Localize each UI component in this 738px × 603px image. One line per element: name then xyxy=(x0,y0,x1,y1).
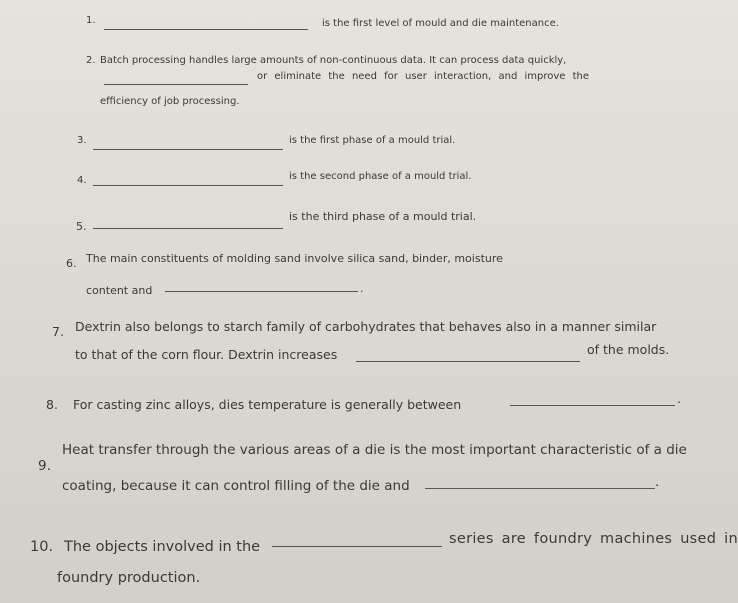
question-9-number: 9. xyxy=(38,458,51,474)
question-7-line-1: Dextrin also belongs to starch family of carbohydrates that behaves also in a manner similar xyxy=(75,319,657,334)
question-6-number: 6. xyxy=(66,257,77,270)
question-1-number: 1. xyxy=(86,15,96,26)
question-10-blank xyxy=(272,546,442,547)
question-4-blank xyxy=(93,185,283,186)
question-8-end: . xyxy=(677,391,681,406)
question-6-line-1: The main constituents of molding sand involve silica sand, binder, moisture xyxy=(86,252,503,265)
question-9-line-1: Heat transfer through the various areas of a die is the most important characteristic of a die xyxy=(62,442,687,458)
question-3-blank xyxy=(93,149,283,150)
question-7-line-2: to that of the corn flour. Dextrin increases xyxy=(75,347,338,362)
question-9-end: . xyxy=(655,474,660,490)
question-9-blank xyxy=(425,488,655,489)
question-3-number: 3. xyxy=(77,135,87,146)
question-5-text: is the third phase of a mould trial. xyxy=(289,210,477,223)
question-10-number: 10. xyxy=(30,539,54,555)
question-2-line-1: Batch processing handles large amounts of non-continuous data. It can process data quickly, xyxy=(100,55,567,66)
question-6-end: . xyxy=(360,282,364,295)
question-7-number: 7. xyxy=(52,324,64,339)
question-1-blank xyxy=(104,29,308,30)
question-2-blank xyxy=(104,84,248,85)
question-6-blank xyxy=(165,291,358,292)
question-5-number: 5. xyxy=(76,220,87,233)
question-9-line-2: coating, because it can control filling of the die and xyxy=(62,478,410,494)
question-2-line-2: or eliminate the need for user interaction, and improve the xyxy=(257,71,590,82)
question-10-line-1-end: series are foundry machines used in xyxy=(449,531,738,547)
question-10-line-2: foundry production. xyxy=(57,570,201,586)
question-7-after: of the molds. xyxy=(587,342,670,357)
question-3-text: is the first phase of a mould trial. xyxy=(289,135,456,146)
question-8-blank xyxy=(510,405,675,406)
question-4-text: is the second phase of a mould trial. xyxy=(289,171,472,182)
question-10-line-1-start: The objects involved in the xyxy=(64,539,261,555)
question-2-number: 2. xyxy=(86,55,96,66)
question-4-number: 4. xyxy=(77,175,87,186)
question-1-text: is the first level of mould and die maintenance. xyxy=(322,18,559,29)
question-8-number: 8. xyxy=(46,397,58,412)
question-8-text: For casting zinc alloys, dies temperature is generally between xyxy=(73,397,462,412)
question-7-blank xyxy=(356,361,580,362)
question-5-blank xyxy=(93,228,283,229)
question-6-line-2: content and xyxy=(86,284,153,297)
question-2-line-3: efficiency of job processing. xyxy=(100,96,240,107)
